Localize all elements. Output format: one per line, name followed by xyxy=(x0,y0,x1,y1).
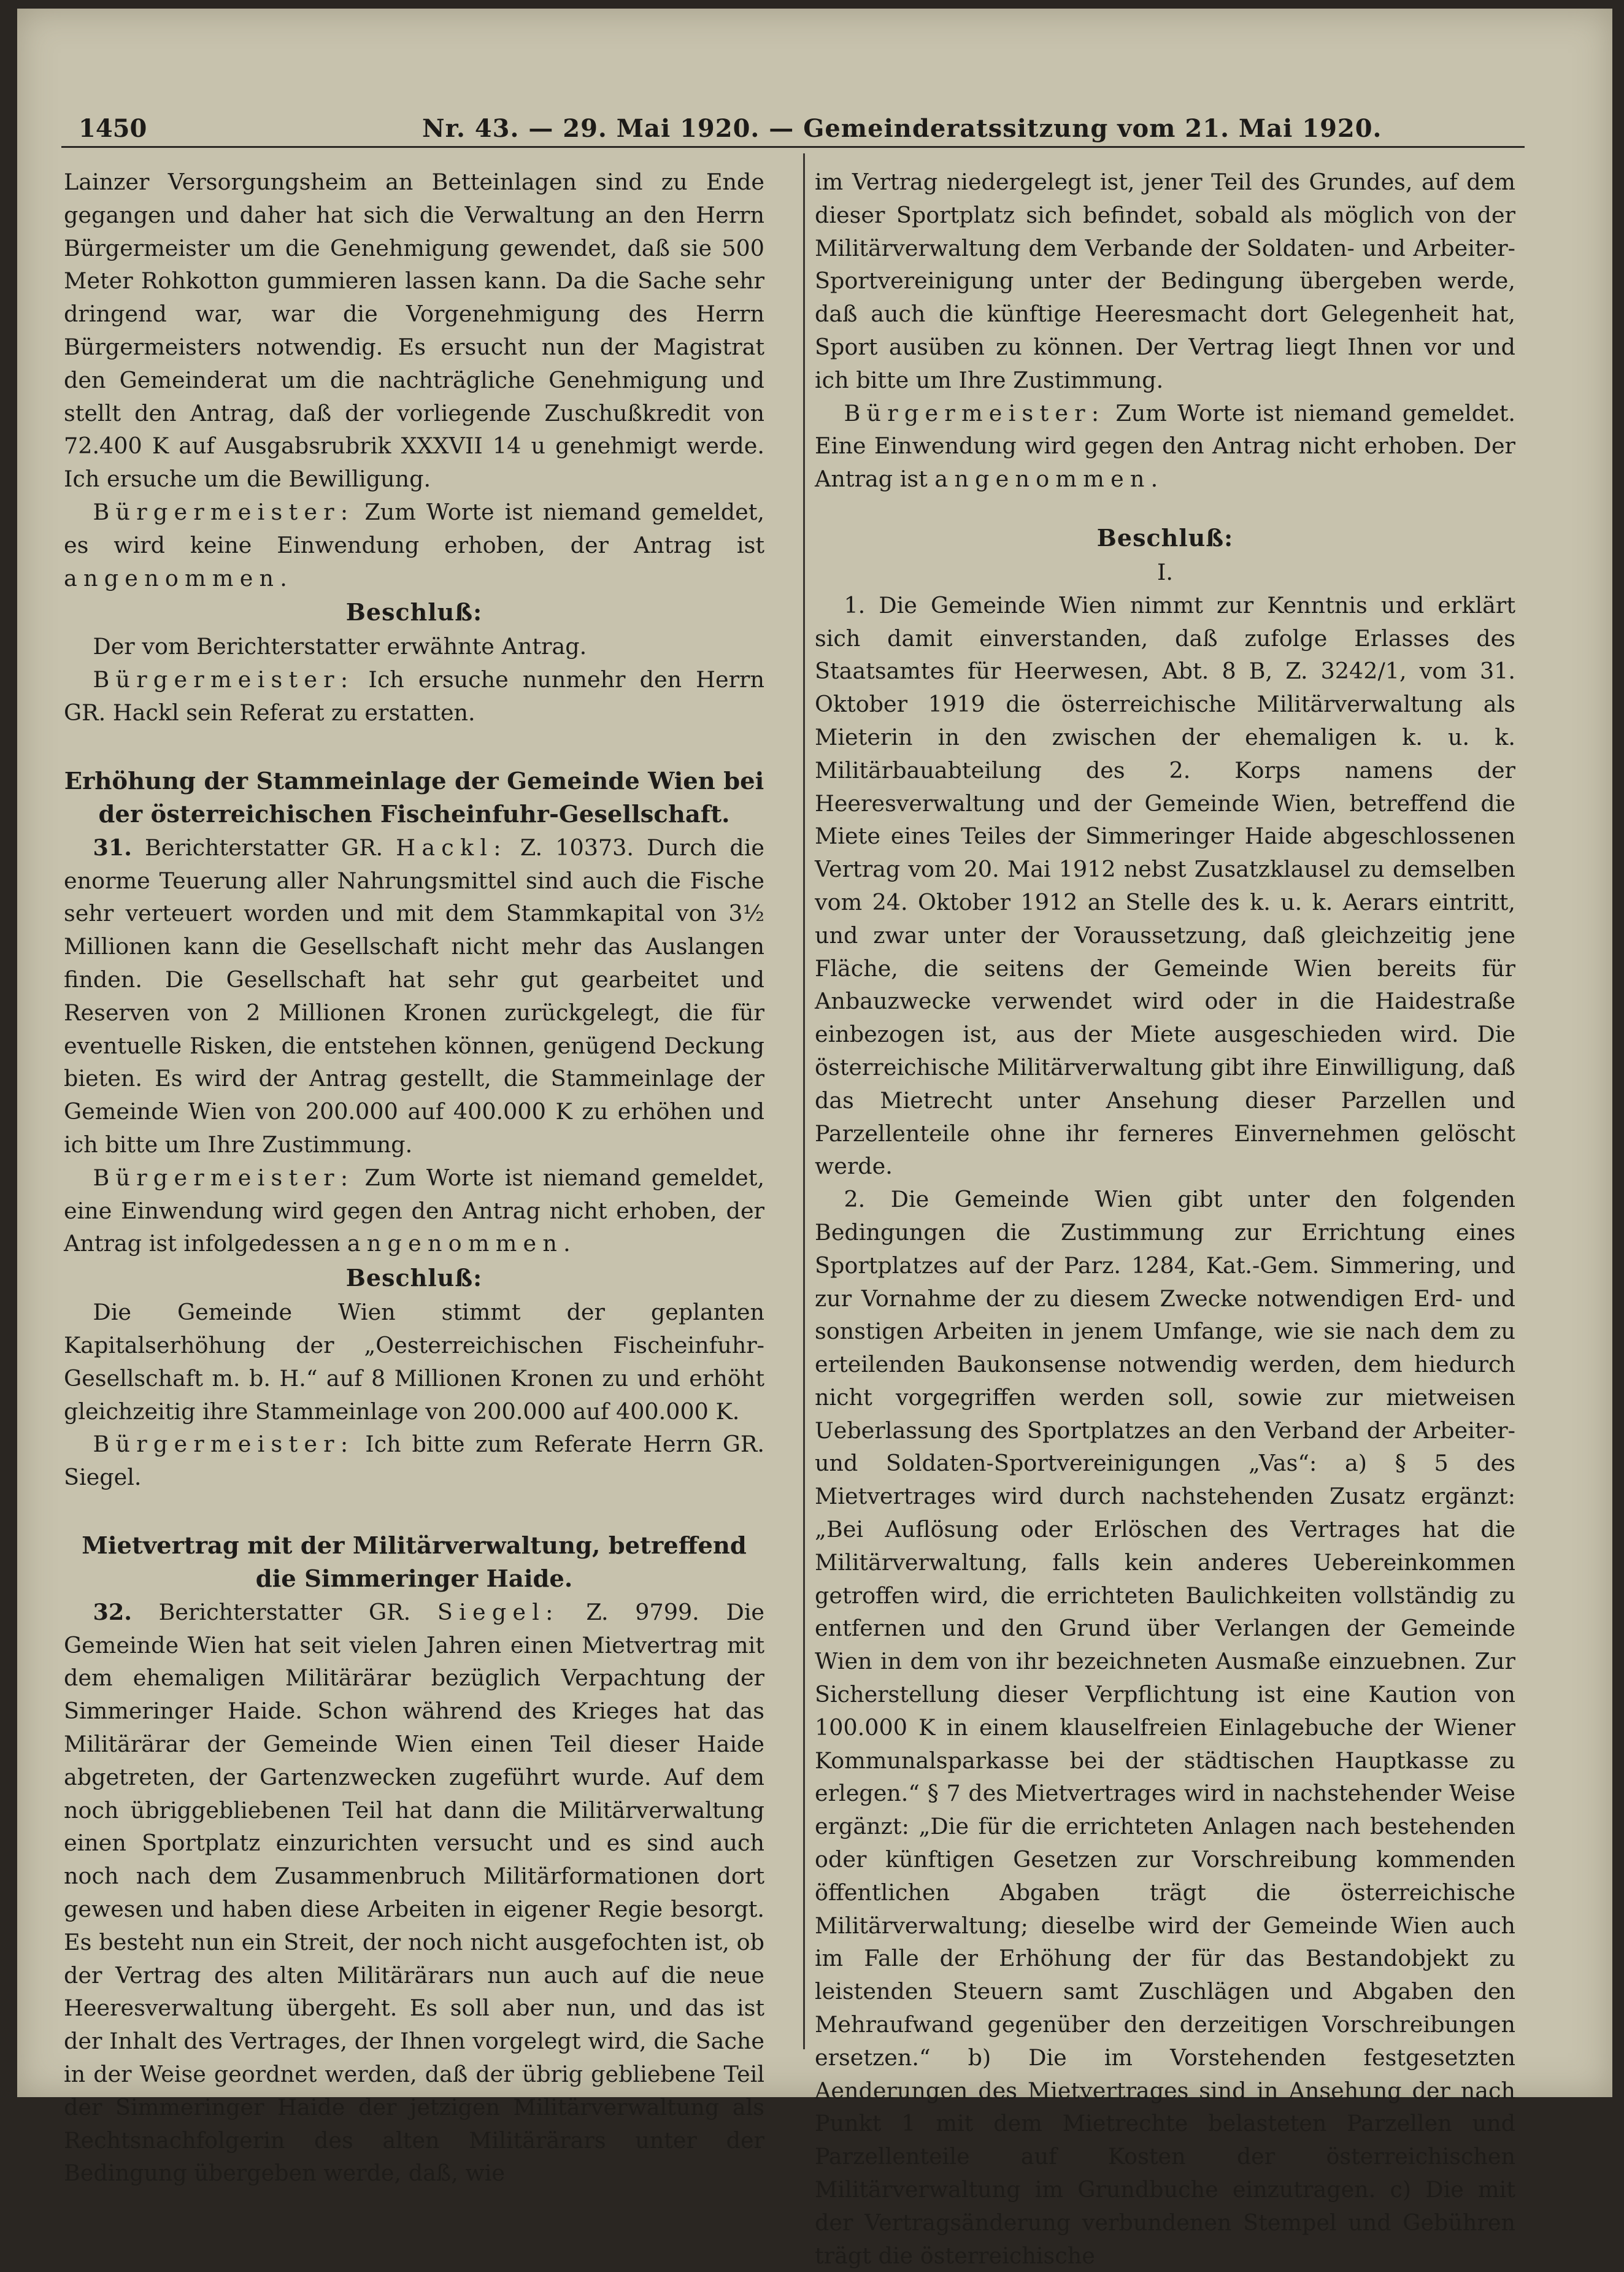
paragraph-text: Ich ersuche nunmehr den Herrn GR. Hackl sein Referat zu erstatten. xyxy=(64,666,764,726)
paragraph xyxy=(64,1428,764,1494)
page-header xyxy=(79,114,1539,151)
paragraph-text: Ich bitte zum Referate Herrn GR. Siegel. xyxy=(64,1431,764,1491)
speaker: Bürgermeister: xyxy=(93,498,355,525)
resolution-heading: Beschluß: xyxy=(345,598,483,626)
spaced-text: angenommen. xyxy=(347,1230,577,1257)
spaced-text: angenommen. xyxy=(934,466,1164,493)
paragraph-text: Zum Worte ist niemand gemeldet, es wird keine Einwendung erhoben, der Antrag ist xyxy=(64,498,764,558)
header-rule xyxy=(61,146,1525,148)
speaker: Bürgermeister: xyxy=(93,666,355,693)
section-heading: Erhöhung der Stammeinlage der Gemeinde Wien bei der österreichischen Fischeinfuhr-Gesellschaft. xyxy=(64,767,764,828)
paragraph xyxy=(64,1596,764,2190)
paragraph: Die Gemeinde Wien stimmt der geplanten Kapitalserhöhung der „Oesterreichischen Fischeinfuhr-Gesellschaft m. b. H.“ auf 8 Millionen Kronen zu und erhöht gleichzeitig ihre Stammeinlage von 200.000 auf 400.000 K. xyxy=(64,1299,764,1425)
paragraph-text: Z. 9799. Die Gemeinde Wien hat seit vielen Jahren einen Mietvertrag mit dem ehemaligen Militärärar bezüglich Verpachtung der Simmeringer Haide. Schon während des Krieges hat das Militärärar der Gemeinde Wien einen Teil dieser Haide abgetreten, der Gartenzwecken zugeführt wurde. Auf dem noch übriggebliebenen Teil hat dann die Militärverwaltung einen Sportplatz einzurichten versucht und es sind auch noch nach dem Zusammenbruch Militärformationen dort gewesen und haben diese Arbeiten in eigener Regie besorgt. Es besteht nun ein Streit, der noch nicht ausgefochten ist, ob der Vertrag des alten Militärärars nun auch auf die neue Heeresverwaltung übergeht. Es soll aber nun, und das ist der Inhalt des Vertrages, der Ihnen vorgelegt wird, die Sache in der Weise geordnet werden, daß der übrig gebliebene Teil der Simmeringer Haide der jetzigen Militärverwaltung als Rechtsnachfolgerin des alten Militärärars unter der Bedingung übergeben werde, daß, wie xyxy=(64,1598,764,2187)
section-heading: Mietvertrag mit der Militärverwaltung, betreffend die Simmeringer Haide. xyxy=(82,1531,747,1593)
item-number: 31. xyxy=(93,834,132,861)
paragraph xyxy=(64,663,764,730)
reporter-name: Hackl: xyxy=(396,834,507,861)
paragraph xyxy=(64,1161,764,1260)
paragraph xyxy=(815,397,1515,496)
paragraph: im Vertrag niedergelegt ist, jener Teil des Grundes, auf dem dieser Sportplatz sich befindet, sobald als möglich von der Militärverwaltung dem Verbande der Soldaten- und Arbeiter-Sportvereinigung unter der Bedingung übergeben werde, daß auch die künftige Heeresmacht dort Gelegenheit hat, Sport ausüben zu können. Der Vertrag liegt Ihnen vor und ich bitte um Ihre Zustimmung. xyxy=(815,169,1515,393)
paragraph: 2. Die Gemeinde Wien gibt unter den folgenden Bedingungen die Zustimmung zur Errichtung eines Sportplatzes auf der Parz. 1284, Kat.-Gem. Simmering, und zur Vornahme der zu diesem Zwecke notwendigen Erd- und sonstigen Arbeiten in jenem Umfange, wie sie nach dem zu erteilenden Baukonsense notwendig werden, dem hiedurch nicht vorgegriffen werden soll, sowie zur mietweisen Ueberlassung des Sportplatzes an den Verband der Arbeiter- und Soldaten-Sportvereinigungen „Vas“: a) § 5 des Mietvertrages wird durch nachstehenden Zusatz ergänzt: „Bei Auflösung oder Erlöschen des Vertrages hat die Militärverwaltung, falls kein anderes Uebereinkommen getroffen wird, die errichteten Baulichkeiten vollständig zu entfernen und den Grund über Verlangen der Gemeinde Wien in dem von ihr bezeichneten Ausmaße einzuebnen. Zur Sicherstellung dieser Verpflichtung ist eine Kaution von 100.000 K in einem klauselfreien Einlagebuche der Wiener Kommunalsparkasse bei der städtischen Hauptkasse zu erlegen.“ § 7 des Mietvertrages wird in nachstehender Weise ergänzt: „Die für die errichteten Anlagen nach bestehenden oder künftigen Gesetzen zur Vorschreibung kommenden öffentlichen Abgaben trägt die österreichische Militärverwaltung; dieselbe wird der Gemeinde Wien auch im Falle der Erhöhung der für das Bestandobjekt zu leistenden Steuern samt Zuschlägen und Abgaben den Mehraufwand gegenüber den derzeitigen Vorschreibungen ersetzen.“ b) Die im Vorstehenden festgesetzten Aenderungen des Mietvertrages sind in Ansehung der nach Punkt 1 mit dem Mietrechte belasteten Parzellen und Parzellenteile auf Kosten der österreichischen Militärverwaltung im Grundbuche einzutragen. c) Die mit der Vertragsänderung verbundenen Stempel und Gebühren trägt die österreichische xyxy=(815,1186,1515,2269)
running-title: Nr. 43. — 29. Mai 1920. — Gemeinderatssitzung vom 21. Mai 1920. xyxy=(422,114,1382,143)
roman-numeral: I. xyxy=(1156,558,1174,585)
column-rule xyxy=(803,153,805,2049)
paragraph xyxy=(64,496,764,595)
speaker: Bürgermeister: xyxy=(93,1164,355,1191)
right-column xyxy=(815,166,1515,2272)
reporter-name: Siegel: xyxy=(437,1598,560,1625)
paragraph-text: Z. 10373. Durch die enorme Teuerung aller Nahrungsmittel sind auch die Fische sehr verteuert worden und mit dem Stammkapital von 3½ Millionen kann die Gesellschaft nicht mehr das Auslangen finden. Die Gesellschaft hat sehr gut gearbeitet und Reserven von 2 Millionen Kronen zurückgelegt, die für eventuelle Risken, die entstehen können, genügend Deckung bieten. Es wird der Antrag gestellt, die Stammeinlage der Gemeinde Wien von 200.000 auf 400.000 K zu erhöhen und ich bitte um Ihre Zustimmung. xyxy=(64,834,764,1158)
paragraph: Lainzer Versorgungsheim an Betteinlagen sind zu Ende gegangen und daher hat sich die Verwaltung an den Herrn Bürgermeister um die Genehmigung gewendet, daß sie 500 Meter Rohkotton gummieren lassen kann. Da die Sache sehr dringend war, war die Vorgenehmigung des Herrn Bürgermeisters notwendig. Es ersucht nun der Magistrat den Gemeinderat um die nachträgliche Genehmigung und stellt den Antrag, daß der vorliegende Zuschußkredit von 72.400 K auf Ausgabsrubrik XXXVII 14 u genehmigt werde. Ich ersuche um die Bewilligung. xyxy=(64,169,764,493)
speaker: Bürgermeister: xyxy=(93,1431,355,1458)
reporter-label: Berichterstatter GR. xyxy=(131,1598,437,1625)
paragraph-text: Zum Worte ist niemand gemeldet, eine Einwendung wird gegen den Antrag nicht erhoben, der Antrag ist infolgedessen xyxy=(64,1164,764,1257)
spaced-text: angenommen. xyxy=(64,564,294,591)
reporter-label: Berichterstatter GR. xyxy=(131,834,396,861)
resolution-heading: Beschluß: xyxy=(345,1264,483,1292)
paragraph: Der vom Berichterstatter erwähnte Antrag. xyxy=(93,633,587,660)
paragraph xyxy=(64,831,764,1161)
speaker: Bürgermeister: xyxy=(844,399,1106,426)
item-number: 32. xyxy=(93,1598,132,1625)
resolution-heading: Beschluß: xyxy=(1096,523,1234,552)
page-number: 1450 xyxy=(79,114,147,143)
left-column xyxy=(64,166,764,2190)
paragraph-text: Zum Worte ist niemand gemeldet. Eine Einwendung wird gegen den Antrag nicht erhoben. Der Antrag ist xyxy=(815,399,1515,493)
paragraph: 1. Die Gemeinde Wien nimmt zur Kenntnis und erklärt sich damit einverstanden, daß zufolge Erlasses des Staatsamtes für Heerwesen, Abt. 8 B, Z. 3242/1, vom 31. Oktober 1919 die österreichische Militärverwaltung als Mieterin in den zwischen der ehemaligen k. u. k. Militärbauabteilung des 2. Korps namens der Heeresverwaltung und der Gemeinde Wien, betreffend die Miete eines Teiles der Simmeringer Haide abgeschlossenen Vertrag vom 20. Mai 1912 nebst Zusatzklausel zu demselben vom 24. Oktober 1912 an Stelle des k. u. k. Aerars eintritt, und zwar unter der Voraussetzung, daß gleichzeitig jene Fläche, die seitens der Gemeinde Wien bereits für Anbauzwecke verwendet wird oder in die Haidestraße einbezogen ist, aus der Miete ausgeschieden wird. Die österreichische Militärverwaltung gibt ihre Einwilligung, daß das Mietrecht unter Ansehung dieser Parzellen und Parzellenteile ohne ihr ferneres Einvernehmen gelöscht werde. xyxy=(815,591,1515,1180)
